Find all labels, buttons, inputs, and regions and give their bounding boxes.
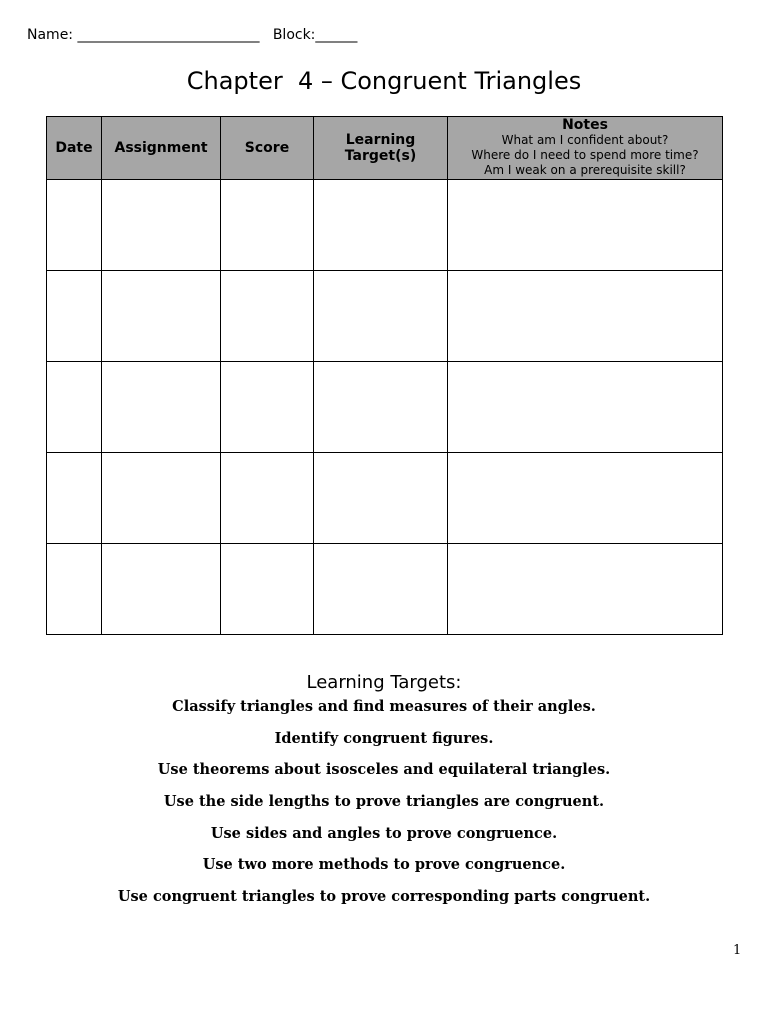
assignment-cell[interactable] xyxy=(102,453,221,544)
learning-target-cell[interactable] xyxy=(314,271,448,362)
notes-title: Notes xyxy=(562,117,608,133)
page-title: Chapter 4 – Congruent Triangles xyxy=(186,67,582,95)
notes-prompt-confident: What am I confident about? xyxy=(501,133,669,147)
table-row xyxy=(47,453,723,544)
notes-prompt-prerequisite: Am I weak on a prerequisite skill? xyxy=(484,163,686,177)
notes-prompt-time: Where do I need to spend more time? xyxy=(471,148,699,162)
learning-target-item: Use the side lengths to prove triangles are congruent. xyxy=(163,793,605,811)
notes-cell[interactable] xyxy=(448,362,723,453)
table-row xyxy=(47,544,723,635)
column-header-assignment: Assignment xyxy=(102,117,221,180)
page-number: 1 xyxy=(733,943,742,958)
learning-target-cell[interactable] xyxy=(314,453,448,544)
assignment-cell[interactable] xyxy=(102,271,221,362)
date-cell[interactable] xyxy=(47,453,102,544)
column-header-notes xyxy=(448,117,723,180)
learning-target-item: Classify triangles and find measures of their angles. xyxy=(172,698,596,715)
learning-targets-heading: Learning Targets: xyxy=(306,672,462,693)
assignment-cell[interactable] xyxy=(102,544,221,635)
name-block-line: Name: __________________________ Block:______ xyxy=(27,27,358,43)
date-cell[interactable] xyxy=(47,180,102,271)
score-cell[interactable] xyxy=(221,453,314,544)
learning-target-cell[interactable] xyxy=(314,544,448,635)
learning-target-cell[interactable] xyxy=(314,362,448,453)
notes-cell[interactable] xyxy=(448,544,723,635)
learning-target-cell[interactable] xyxy=(314,180,448,271)
table-row xyxy=(47,362,723,453)
learning-target-item: Use congruent triangles to prove corresponding parts congruent. xyxy=(117,888,651,906)
table-header-row xyxy=(47,117,723,180)
notes-cell[interactable] xyxy=(448,180,723,271)
assignment-cell[interactable] xyxy=(102,362,221,453)
date-cell[interactable] xyxy=(47,271,102,362)
learning-target-item: Use theorems about isosceles and equilateral triangles. xyxy=(157,761,611,779)
date-cell[interactable] xyxy=(47,362,102,453)
column-header-learning-target: Learning Target(s) xyxy=(314,117,448,180)
column-header-score: Score xyxy=(221,117,314,180)
notes-cell[interactable] xyxy=(448,271,723,362)
score-cell[interactable] xyxy=(221,180,314,271)
table-row xyxy=(47,271,723,362)
score-cell[interactable] xyxy=(221,271,314,362)
assignment-cell[interactable] xyxy=(102,180,221,271)
date-cell[interactable] xyxy=(47,544,102,635)
notes-cell[interactable] xyxy=(448,453,723,544)
table-row xyxy=(47,180,723,271)
column-header-date: Date xyxy=(47,117,102,180)
learning-targets-list xyxy=(0,695,768,917)
learning-target-item: Use two more methods to prove congruence. xyxy=(202,856,566,874)
learning-target-item: Identify congruent figures. xyxy=(274,729,494,747)
learning-target-item: Use sides and angles to prove congruence. xyxy=(210,824,558,842)
assignment-log-table xyxy=(46,116,723,635)
score-cell[interactable] xyxy=(221,544,314,635)
score-cell[interactable] xyxy=(221,362,314,453)
